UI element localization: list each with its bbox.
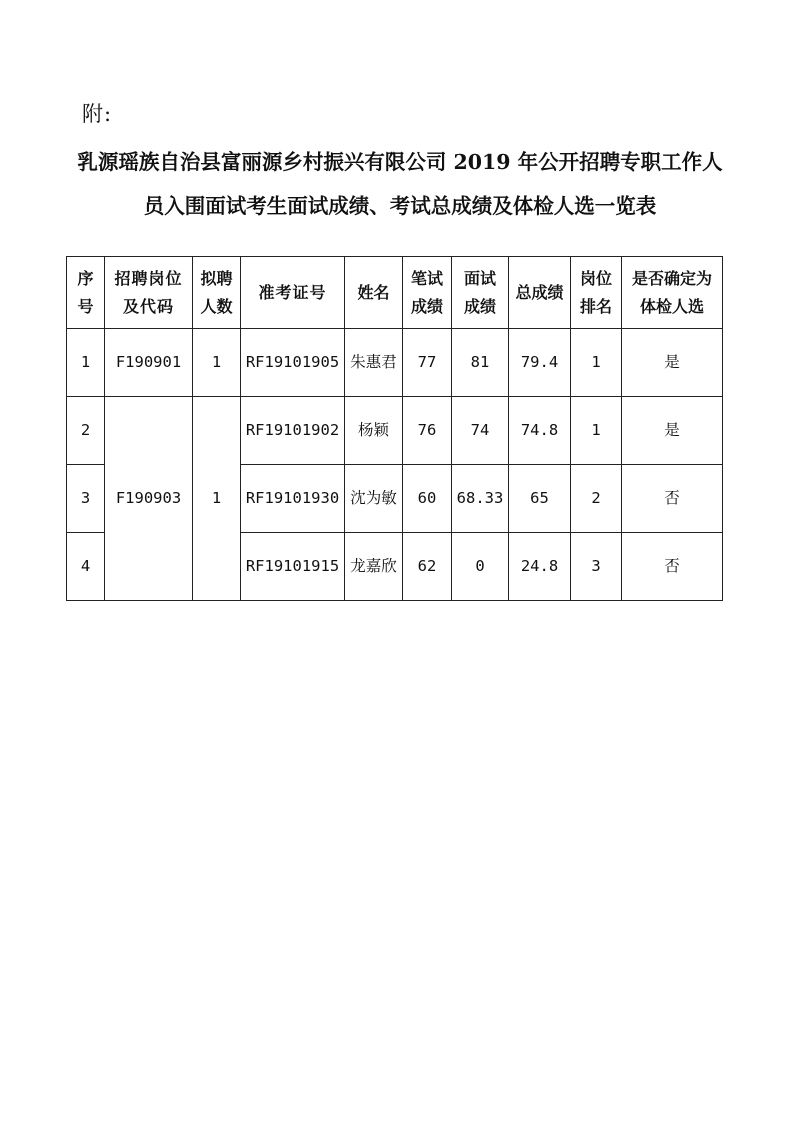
cell-ticket: RF19101902: [241, 397, 345, 465]
cell-quota: 1: [193, 329, 241, 397]
cell-post: F190903: [105, 397, 193, 601]
cell-ticket: RF19101930: [241, 465, 345, 533]
cell-quota: 1: [193, 397, 241, 601]
cell-name: 杨颖: [345, 397, 403, 465]
header-selected-line-2: 体检人选: [639, 296, 704, 316]
cell-seq: 3: [67, 465, 105, 533]
header-selected-line-1: 是否确定为: [631, 268, 712, 288]
header-interview-line-2: 成绩: [463, 296, 496, 316]
attachment-label: 附:: [82, 102, 113, 126]
cell-selected: 否: [622, 533, 723, 601]
header-written: [403, 257, 452, 329]
cell-interview: 81: [452, 329, 509, 397]
cell-selected: 是: [622, 329, 723, 397]
document-title-line-2: 员入围面试考生面试成绩、考试总成绩及体检人选一览表: [143, 194, 657, 218]
header-written-line-1: 笔试: [410, 268, 443, 288]
header-post: [105, 257, 193, 329]
cell-post: F190901: [105, 329, 193, 397]
cell-written: 62: [403, 533, 452, 601]
header-interview-line-1: 面试: [463, 268, 496, 288]
header-total: 总成绩: [509, 257, 571, 329]
cell-selected: 是: [622, 397, 723, 465]
cell-written: 77: [403, 329, 452, 397]
header-seq-line-2: 号: [77, 296, 94, 316]
header-rank-line-1: 岗位: [579, 268, 612, 288]
cell-rank: 3: [571, 533, 622, 601]
document-title-line-1: 乳源瑶族自治县富丽源乡村振兴有限公司 2019 年公开招聘专职工作人: [77, 150, 723, 174]
cell-ticket: RF19101905: [241, 329, 345, 397]
table-row: [67, 329, 723, 397]
header-seq: [67, 257, 105, 329]
cell-seq: 1: [67, 329, 105, 397]
cell-rank: 2: [571, 465, 622, 533]
cell-total: 74.8: [509, 397, 571, 465]
cell-interview: 68.33: [452, 465, 509, 533]
cell-rank: 1: [571, 397, 622, 465]
cell-interview: 0: [452, 533, 509, 601]
cell-rank: 1: [571, 329, 622, 397]
cell-seq: 2: [67, 397, 105, 465]
cell-selected: 否: [622, 465, 723, 533]
cell-seq: 4: [67, 533, 105, 601]
cell-interview: 74: [452, 397, 509, 465]
cell-written: 76: [403, 397, 452, 465]
cell-total: 24.8: [509, 533, 571, 601]
cell-name: 朱惠君: [345, 329, 403, 397]
header-selected: [622, 257, 723, 329]
header-quota-line-2: 人数: [200, 296, 233, 316]
cell-name: 龙嘉欣: [345, 533, 403, 601]
header-rank: [571, 257, 622, 329]
cell-name: 沈为敏: [345, 465, 403, 533]
table-header-row: [67, 257, 723, 329]
table-row: [67, 397, 723, 465]
cell-written: 60: [403, 465, 452, 533]
header-rank-line-2: 排名: [579, 296, 612, 316]
header-interview: [452, 257, 509, 329]
cell-ticket: RF19101915: [241, 533, 345, 601]
header-seq-line-1: 序: [77, 268, 94, 288]
header-post-line-2: 及代码: [122, 296, 174, 316]
header-written-line-2: 成绩: [410, 296, 443, 316]
header-quota-line-1: 拟聘: [200, 268, 233, 288]
header-quota: [193, 257, 241, 329]
cell-total: 65: [509, 465, 571, 533]
header-name: 姓名: [345, 257, 403, 329]
header-post-line-1: 招聘岗位: [114, 268, 183, 288]
results-table: [66, 256, 723, 601]
header-ticket: 准考证号: [241, 257, 345, 329]
cell-total: 79.4: [509, 329, 571, 397]
